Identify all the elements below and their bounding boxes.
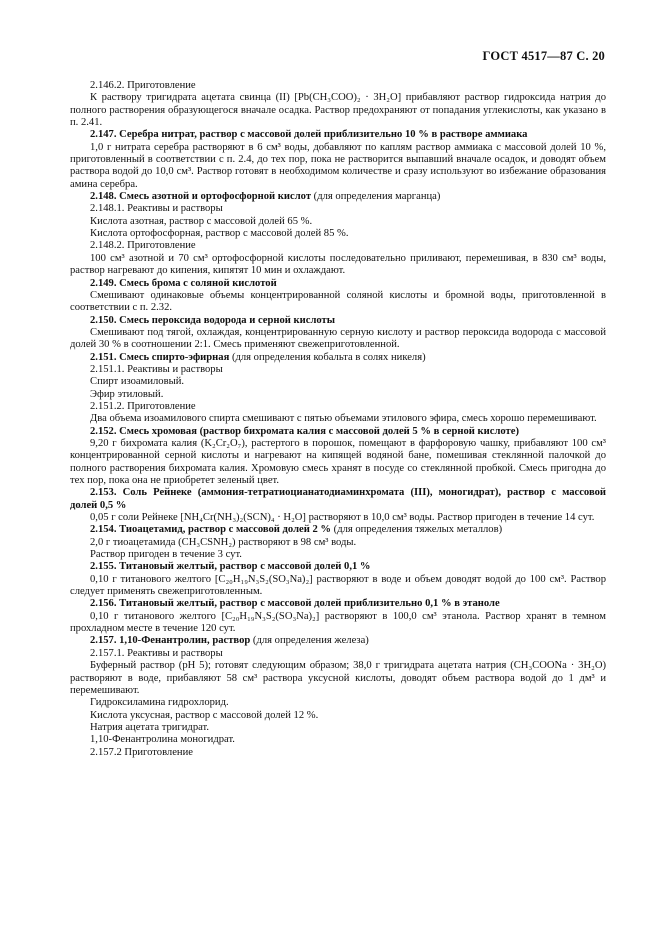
section-heading: 2.151. Смесь спирто-эфирная (для определения кобальта в солях никеля) xyxy=(90,351,426,363)
section-heading: 2.148. Смесь азотной и ортофосфорной кислот (для определения марганца) xyxy=(90,191,441,203)
paragraph: Натрия ацетата тригидрат. xyxy=(90,721,210,733)
paragraph: 2,0 г тиоацетамида (CH₃CSNH₂) растворяют в 98 см³ воды. xyxy=(90,536,357,548)
paragraph: Кислота азотная, раствор с массовой долей 65 %. xyxy=(90,215,313,227)
section-heading: 2.150. Смесь пероксида водорода и серной кислоты xyxy=(90,314,336,326)
section-heading: 2.153. Соль Рейнеке (аммония-тетратиоцианатодиаминхромата (III), моногидрат), раствор с массовой долей 0,5 % xyxy=(70,487,606,511)
section-heading: 2.154. Тиоацетамид, раствор с массовой долей 2 % (для определения тяжелых металлов) xyxy=(90,524,503,536)
section-heading: 2.155. Титановый желтый, раствор с массовой долей 0,1 % xyxy=(90,561,371,573)
paragraph: Спирт изоамиловый. xyxy=(90,376,185,388)
paragraph: Смешивают одинаковые объемы концентрированной соляной кислоты и бромной воды, приготовленной в соответствии с п. 2.32. xyxy=(70,289,606,314)
page-header: ГОСТ 4517—87 С. 20 xyxy=(482,49,605,63)
section-heading: 2.149. Смесь брома с соляной кислотой xyxy=(90,277,277,289)
paragraph: Буферный раствор (pH 5); готовят следующим образом; 38,0 г тригидрата ацетата натрия (CH₃COONa · 3H₂O) растворяют в воде, прибавляют 58 см³ раствора уксусной кислоты, доводят объем раствора водой до 1 дм³ и перемешивают. xyxy=(70,660,606,696)
paragraph: 100 см³ азотной и 70 см³ ортофосфорной кислоты последовательно приливают, перемешивая, в 830 см³ воды, раствор нагревают до кипения, кипятят 10 мин и охлаждают. xyxy=(70,252,606,277)
paragraph: 2.146.2. Приготовление xyxy=(90,80,196,91)
paragraph: Кислота уксусная, раствор с массовой долей 12 %. xyxy=(90,709,319,721)
paragraph: 2.151.1. Реактивы и растворы xyxy=(90,363,223,375)
paragraph: Раствор пригоден в течение 3 сут. xyxy=(90,549,242,561)
paragraph: 2.151.2. Приготовление xyxy=(90,400,196,412)
section-heading: 2.152. Смесь хромовая (раствор бихромата калия с массовой долей 5 % в серной кислоте) xyxy=(90,425,519,437)
paragraph: 1,10-Фенантролина моногидрат. xyxy=(90,734,235,746)
paragraph: 1,0 г нитрата серебра растворяют в 6 см³ воды, добавляют по каплям раствор аммиака с массовой долей 10 %, приготовленный в соответствии с п. 2.4, до тех пор, пока не растворится выпавший вначале осадок, и доводят объем раствора водой до 10,0 см³. Раствор готовят в необходимом количестве и сразу используют во избежание образования амина серебра. xyxy=(70,141,606,190)
document-body xyxy=(70,80,606,759)
section-heading: 2.157. 1,10-Фенантролин, раствор (для определения железа) xyxy=(90,635,369,647)
paragraph: Смешивают под тягой, охлаждая, концентрированную серную кислоту и раствор пероксида водорода с массовой долей 30 % в соотношении 2:1. Смесь применяют свежеприготовленной. xyxy=(70,326,606,351)
paragraph: 9,20 г бихромата калия (K₂Cr₂O₇), растертого в порошок, помещают в фарфоровую чашку, прибавляют 100 см³ концентрированной серной кислоты и нагревают на кипящей водяной бане, помешивая стеклянной палочкой до полного растворения бихромата калия. Хромовую смесь хранят в посуде со стеклянной пробкой. Смесь пригодна до тех пор, пока она не приобретет зеленый цвет. xyxy=(70,437,606,486)
section-heading: 2.156. Титановый желтый, раствор с массовой долей приблизительно 0,1 % в этаноле xyxy=(90,598,500,610)
paragraph: 2.148.1. Реактивы и растворы xyxy=(90,203,223,215)
paragraph: 0,10 г титанового желтого [C₂₀H₁₉N₃S₂(SO₃Na)₂] растворяют в воде и объем доводят водой до 100 см³. Раствор следует применять свежеприготовленным. xyxy=(70,573,606,598)
paragraph: К раствору тригидрата ацетата свинца (II) [Pb(CH₃COO)₂ · 3H₂O] прибавляют раствор гидроксида натрия до полного растворения образующегося вначале осадка. Раствор предохраняют от попадания углекислоты, как указано в п. 2.41. xyxy=(70,92,606,129)
paragraph: 2.157.1. Реактивы и растворы xyxy=(90,647,223,659)
paragraph: Гидроксиламина гидрохлорид. xyxy=(90,697,229,709)
paragraph: Два объема изоамилового спирта смешивают с пятью объемами этилового эфира, смесь хорошо перемешивают. xyxy=(90,413,597,425)
paragraph: 0,05 г соли Рейнеке [NH₄Cr(NH₃)₂(SCN)₄ · H₂O] растворяют в 10,0 см³ воды. Раствор пригоден в течение 14 сут. xyxy=(90,512,595,524)
paragraph: 0,10 г титанового желтого [C₂₀H₁₉N₃S₂(SO₃Na)₂] растворяют в 100,0 см³ этанола. Раствор хранят в темном прохладном месте в течение 120 сут. xyxy=(70,610,606,635)
section-heading: 2.147. Серебра нитрат, раствор с массовой долей приблизительно 10 % в растворе аммиака xyxy=(90,129,528,141)
paragraph: Эфир этиловый. xyxy=(90,388,164,400)
paragraph: 2.148.2. Приготовление xyxy=(90,240,196,252)
paragraph: 2.157.2 Приготовление xyxy=(90,746,193,758)
paragraph: Кислота ортофосфорная, раствор с массовой долей 85 %. xyxy=(90,228,349,240)
